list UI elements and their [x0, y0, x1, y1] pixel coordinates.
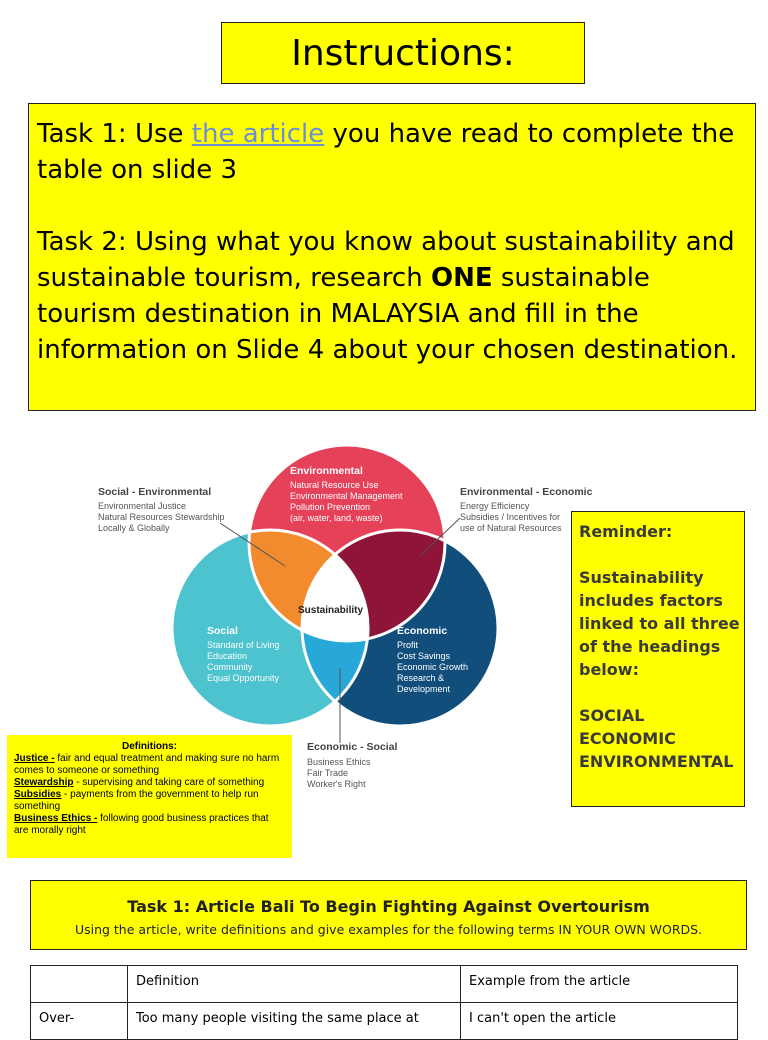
task1-subtitle: Using the article, write definitions and give examples for the following terms IN YOUR OWN WORDS. — [74, 922, 703, 937]
env-eco-item: Subsidies / Incentives for — [460, 512, 561, 522]
reminder-line: includes factors — [579, 591, 723, 610]
page-title: Instructions: — [291, 33, 515, 74]
definitions-heading: Definitions: — [122, 741, 177, 752]
economic-item: Development — [397, 684, 451, 694]
table-header-cell: Example from the article — [461, 966, 738, 1003]
economic-item: Research & — [397, 673, 445, 683]
environmental-item: (air, water, land, waste) — [290, 513, 383, 523]
definition-item: Stewardship - supervising and taking care of something — [14, 777, 265, 788]
table-header-row — [31, 966, 738, 1003]
definitions-table — [30, 965, 738, 1040]
reminder-line: SOCIAL — [579, 706, 645, 725]
economic-item: Economic Growth — [397, 662, 469, 672]
env-eco-item: use of Natural Resources — [460, 523, 562, 533]
eco-soc-item: Worker's Right — [307, 779, 366, 789]
eco-soc-item: Fair Trade — [307, 768, 349, 778]
social-item: Education — [207, 651, 248, 661]
reminder-line: Reminder: — [579, 522, 673, 541]
soc-env-item: Locally & Globally — [98, 523, 170, 533]
table-cell[interactable]: I can't open the article — [461, 1003, 738, 1040]
definition-item: Business Ethics - following good business practices that are morally right — [14, 813, 269, 836]
environmental-item: Environmental Management — [290, 491, 403, 501]
table-header-cell: Definition — [128, 966, 461, 1003]
social-title: Social — [207, 625, 238, 637]
reminder-line: ECONOMIC — [579, 729, 676, 748]
task2-instruction: Task 2: Using what you know about sustainability and sustainable tourism, research ONE sustainable tourism destination in MALAYSIA and fill in the information on Slide 4 about your chosen destination. — [37, 227, 738, 365]
reminder-box — [571, 511, 745, 807]
task1-header-box — [30, 880, 747, 950]
economic-title: Economic — [397, 625, 448, 637]
definition-item: Subsidies - payments from the government to help run something — [14, 789, 259, 812]
environmental-item: Natural Resource Use — [290, 480, 379, 490]
soc-env-item: Environmental Justice — [98, 501, 187, 511]
title-box — [221, 22, 585, 84]
soc-env-item: Natural Resources Stewardship — [98, 512, 225, 522]
definitions-box — [7, 735, 292, 858]
table-row — [31, 1003, 738, 1040]
task1-title: Task 1: Article Bali To Begin Fighting Against Overtourism — [127, 897, 650, 916]
reminder-line: of the headings — [579, 637, 721, 656]
reminder-line: Sustainability — [579, 568, 704, 587]
table-cell[interactable]: Too many people visiting the same place at — [128, 1003, 461, 1040]
reminder-line: ENVIRONMENTAL — [579, 752, 734, 771]
env-eco-item: Energy Efficiency — [460, 501, 530, 511]
table-header-cell — [31, 966, 128, 1003]
table-cell[interactable]: Over- — [31, 1003, 128, 1040]
environmental-item: Pollution Prevention — [290, 502, 371, 512]
task1-instruction: Task 1: Use the article you have read to complete the table on slide 3 — [37, 119, 735, 185]
soc-env-title: Social - Environmental — [98, 486, 212, 498]
social-item: Equal Opportunity — [207, 673, 280, 683]
social-item: Community — [207, 662, 253, 672]
eco-soc-title: Economic - Social — [307, 741, 398, 753]
social-item: Standard of Living — [207, 640, 280, 650]
definition-item: Justice - fair and equal treatment and making sure no harm comes to someone or something — [14, 753, 280, 776]
economic-item: Profit — [397, 640, 419, 650]
eco-soc-item: Business Ethics — [307, 757, 371, 767]
environmental-title: Environmental — [290, 465, 363, 477]
economic-item: Cost Savings — [397, 651, 451, 661]
reminder-line: linked to all three — [579, 614, 740, 633]
env-eco-title: Environmental - Economic — [460, 486, 593, 498]
reminder-line — [579, 543, 737, 566]
tasks-box — [28, 103, 756, 411]
reminder-line — [579, 681, 737, 704]
reminder-line: below: — [579, 660, 639, 679]
center-label: Sustainability — [298, 605, 364, 616]
article-link[interactable]: the article — [191, 119, 325, 149]
